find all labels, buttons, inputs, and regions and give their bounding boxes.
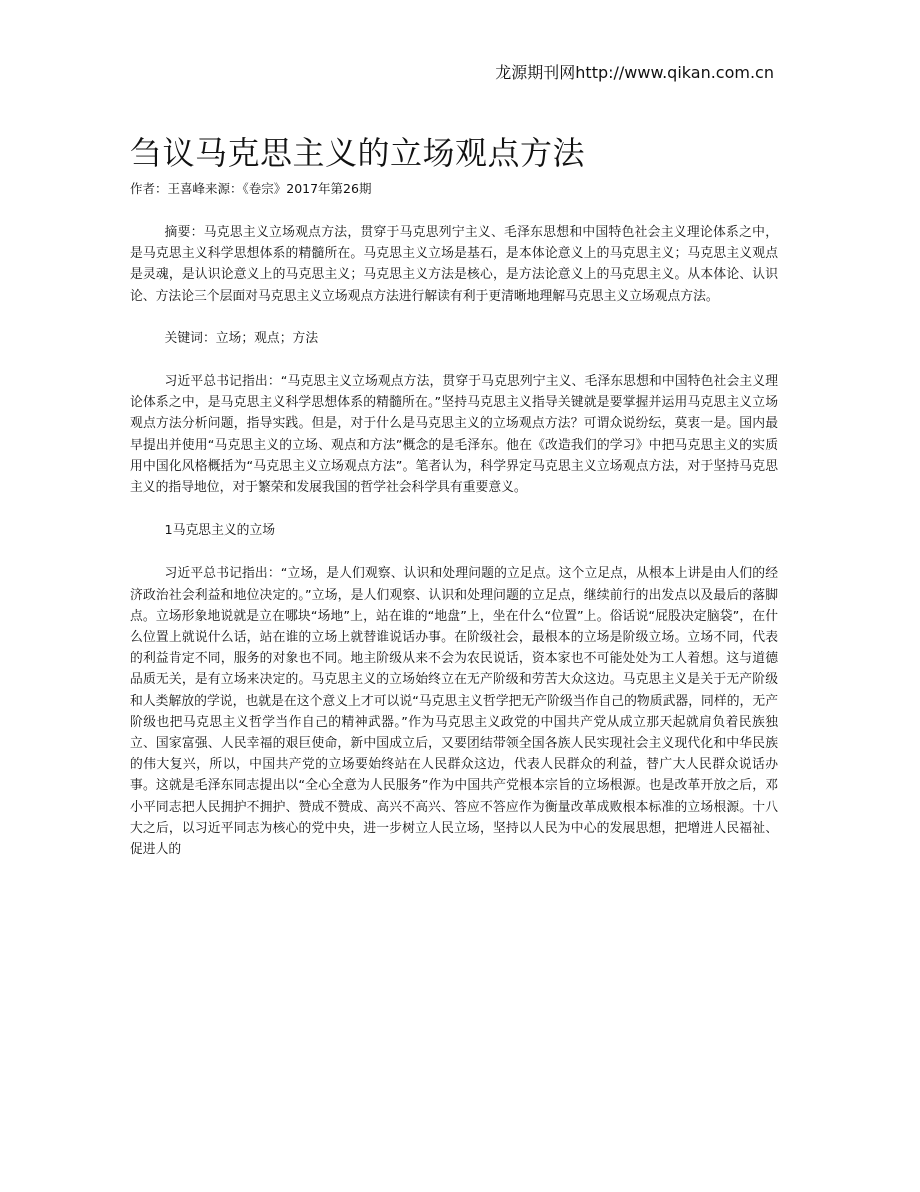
intro-paragraph: 习近平总书记指出：“马克思主义立场观点方法，贯穿于马克思列宁主义、毛泽东思想和中国特色社会主义理论体系之中，是马克思主义科学思想体系的精髓所在。”坚持马克思主义指导关键就是要掌握并运用马克思主义立场观点方法分析问题，指导实践。但是，对于什么是马克思主义的立场观点方法？可谓众说纷纭，莫衷一是。国内最早提出并使用“马克思主义的立场、观点和方法”概念的是毛泽东。他在《改造我们的学习》中把马克思主义的实质用中国化风格概括为“马克思主义立场观点方法”。笔者认为，科学界定马克思主义立场观点方法，对于坚持马克思主义的指导地位，对于繁荣和发展我国的哲学社会科学具有重要意义。 xyxy=(130,374,778,496)
article-meta: 作者：王喜峰来源：《卷宗》2017年第26期 xyxy=(130,181,372,196)
abstract-paragraph: 摘要：马克思主义立场观点方法，贯穿于马克思列宁主义、毛泽东思想和中国特色社会主义理论体系之中，是马克思主义科学思想体系的精髓所在。马克思主义立场是基石，是本体论意义上的马克思主义；马克思主义观点是灵魂，是认识论意义上的马克思主义；马克思主义方法是核心，是方法论意义上的马克思主义。从本体论、认识论、方法论三个层面对马克思主义立场观点方法进行解读有利于更清晰地理解马克思主义立场观点方法。 xyxy=(130,225,778,304)
section-paragraph: 习近平总书记指出：“立场，是人们观察、认识和处理问题的立足点。这个立足点，从根本上讲是由人们的经济政治社会利益和地位决定的。”立场，是人们观察、认识和处理问题的立足点，继续前行的出发点以及最后的落脚点。立场形象地说就是立在哪块“场地”上，站在谁的“地盘”上，坐在什么“位置”上。俗话说“屁股决定脑袋”，在什么位置上就说什么话，站在谁的立场上就替谁说话办事。在阶级社会，最根本的立场是阶级立场。立场不同，代表的利益肯定不同，服务的对象也不同。地主阶级从来不会为农民说话，资本家也不可能处处为工人着想。这与道德品质无关，是有立场来决定的。马克思主义的立场始终立在无产阶级和劳苦大众这边。马克思主义是关于无产阶级和人类解放的学说，也就是在这个意义上才可以说“马克思主义哲学把无产阶级当作自己的物质武器，同样的，无产阶级也把马克思主义哲学当作自己的精神武器。”作为马克思主义政党的中国共产党从成立那天起就肩负着民族独立、国家富强、人民幸福的艰巨使命，新中国成立后，又要团结带领全国各族人民实现社会主义现代化和中华民族的伟大复兴，所以，中国共产党的立场要始终站在人民群众这边，代表人民群众的利益，替广大人民群众说话办事。这就是毛泽东同志提出以“全心全意为人民服务”作为中国共产党根本宗旨的立场根源。也是改革开放之后，邓小平同志把人民拥护不拥护、赞成不赞成、高兴不高兴、答应不答应作为衡量改革成败根本标准的立场根源。十八大之后，以习近平同志为核心的党中央，进一步树立人民立场，坚持以人民为中心的发展思想，把增进人民福祉、促进人的 xyxy=(130,566,778,858)
article-title: 刍议马克思主义的立场观点方法 xyxy=(130,134,586,172)
site-header: 龙源期刊网http://www.qikan.com.cn xyxy=(495,63,774,82)
keywords-paragraph: 关键词：立场；观点；方法 xyxy=(164,330,319,346)
article-body xyxy=(130,222,778,860)
section-heading: 1马克思主义的立场 xyxy=(164,523,276,539)
